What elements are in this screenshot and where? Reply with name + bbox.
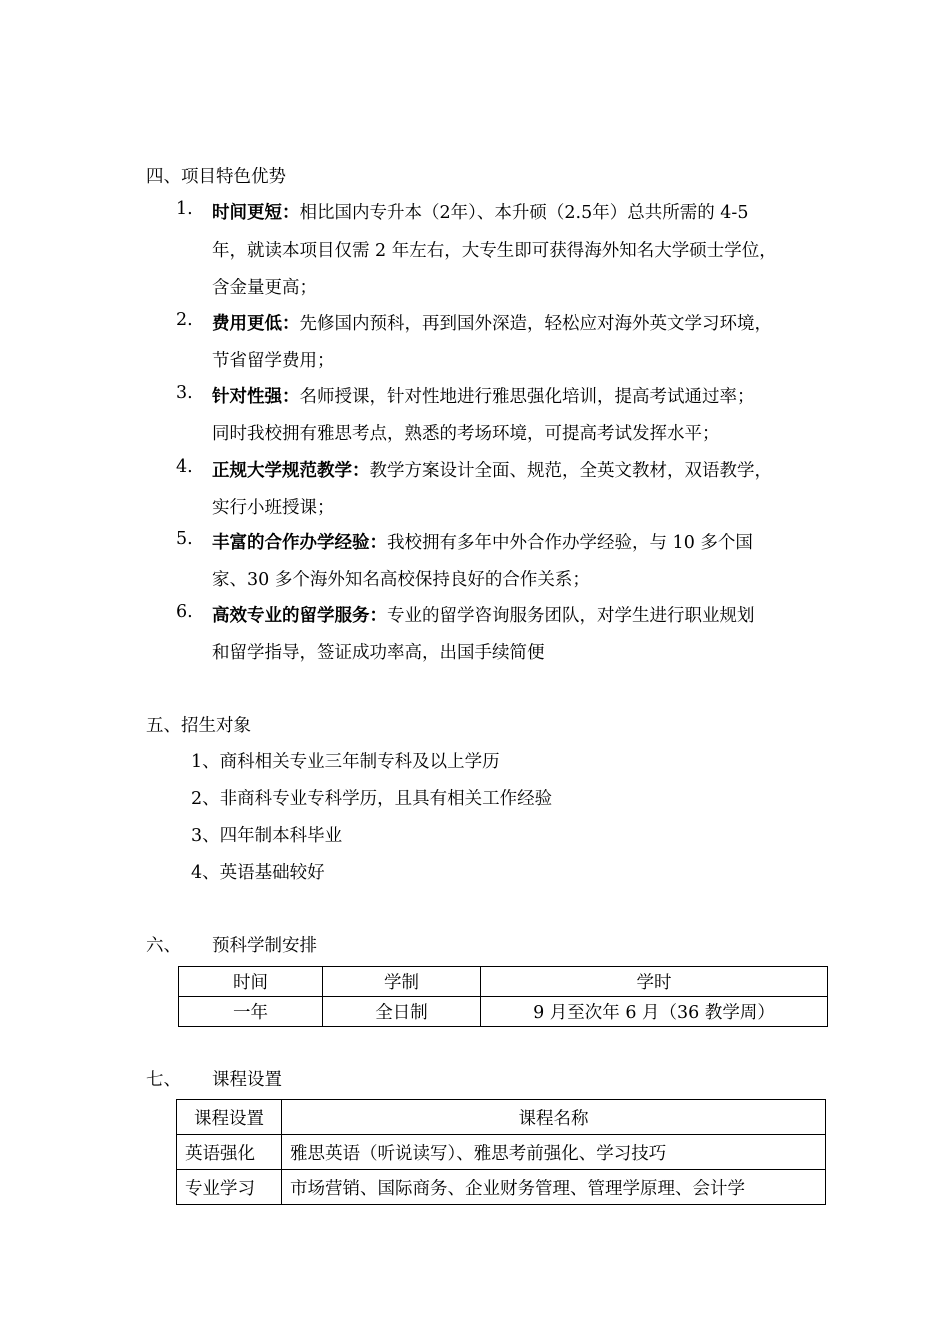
table-header-row bbox=[179, 967, 828, 997]
item-number: 3. bbox=[176, 383, 193, 403]
item-text: 和留学指导，签证成功率高，出国手续简便 bbox=[212, 643, 545, 663]
item-text: 专业的留学咨询服务团队，对学生进行职业规划 bbox=[387, 606, 755, 626]
table-header-cell: 时间 bbox=[179, 967, 323, 997]
list-item: 4、英语基础较好 bbox=[191, 863, 325, 883]
table-cell: 专业学习 bbox=[177, 1170, 282, 1205]
list-item bbox=[212, 310, 772, 335]
list-item bbox=[212, 602, 755, 627]
list-item bbox=[212, 199, 748, 224]
table-row bbox=[177, 1135, 826, 1170]
list-item: 3、四年制本科毕业 bbox=[191, 826, 343, 846]
list-item bbox=[212, 529, 753, 554]
item-number: 6. bbox=[176, 602, 193, 622]
list-item bbox=[212, 457, 772, 482]
table-cell: 英语强化 bbox=[177, 1135, 282, 1170]
section7-title: 课程设置 bbox=[212, 1070, 282, 1090]
item-number: 4. bbox=[176, 457, 193, 477]
table-cell: 市场营销、国际商务、企业财务管理、管理学原理、会计学 bbox=[282, 1170, 826, 1205]
table-header-row bbox=[177, 1100, 826, 1135]
item-bold-label: 高效专业的留学服务： bbox=[212, 606, 387, 626]
course-table bbox=[176, 1099, 826, 1205]
list-item: 1、商科相关专业三年制专科及以上学历 bbox=[191, 752, 500, 772]
item-text: 含金量更高； bbox=[212, 278, 317, 298]
item-text: 名师授课，针对性地进行雅思强化培训，提高考试通过率； bbox=[299, 387, 755, 407]
item-bold-label: 丰富的合作办学经验： bbox=[212, 533, 387, 553]
item-text: 实行小班授课； bbox=[212, 498, 335, 518]
list-item bbox=[212, 383, 755, 408]
item-number: 1. bbox=[176, 199, 193, 219]
list-item: 2、非商科专业专科学历，且具有相关工作经验 bbox=[191, 789, 553, 809]
item-text: 相比国内专升本（2年）、本升硕（2.5年）总共所需的 4-5 bbox=[299, 203, 749, 223]
table-row bbox=[179, 997, 828, 1027]
table-cell: 全日制 bbox=[323, 997, 481, 1027]
item-text: 先修国内预科，再到国外深造，轻松应对海外英文学习环境， bbox=[299, 314, 772, 334]
table-header-cell: 课程设置 bbox=[177, 1100, 282, 1135]
item-text: 教学方案设计全面、规范，全英文教材，双语教学， bbox=[369, 461, 772, 481]
item-bold-label: 费用更低： bbox=[212, 314, 300, 334]
item-text: 家、30 多个海外知名高校保持良好的合作关系； bbox=[212, 570, 590, 590]
table-header-cell: 课程名称 bbox=[282, 1100, 826, 1135]
table-cell: 一年 bbox=[179, 997, 323, 1027]
item-bold-label: 时间更短： bbox=[212, 203, 300, 223]
table-cell: 9 月至次年 6 月（36 教学周） bbox=[481, 997, 828, 1027]
item-number: 2. bbox=[176, 310, 193, 330]
table-row bbox=[177, 1170, 826, 1205]
section4-title: 四、项目特色优势 bbox=[146, 167, 286, 187]
item-text: 我校拥有多年中外合作办学经验，与 10 多个国 bbox=[387, 533, 753, 553]
item-text: 节省留学费用； bbox=[212, 351, 335, 371]
section5-title: 五、招生对象 bbox=[146, 716, 251, 736]
item-text: 同时我校拥有雅思考点，熟悉的考场环境，可提高考试发挥水平； bbox=[212, 424, 720, 444]
table-cell: 雅思英语（听说读写）、雅思考前强化、学习技巧 bbox=[282, 1135, 826, 1170]
schedule-table bbox=[178, 966, 828, 1027]
item-bold-label: 针对性强： bbox=[212, 387, 300, 407]
section6-title: 预科学制安排 bbox=[212, 936, 317, 956]
table-header-cell: 学时 bbox=[481, 967, 828, 997]
item-number: 5. bbox=[176, 529, 193, 549]
section7-number: 七、 bbox=[146, 1070, 181, 1090]
item-text: 年，就读本项目仅需 2 年左右，大专生即可获得海外知名大学硕士学位， bbox=[212, 241, 777, 261]
item-bold-label: 正规大学规范教学： bbox=[212, 461, 370, 481]
section6-number: 六、 bbox=[146, 936, 181, 956]
table-header-cell: 学制 bbox=[323, 967, 481, 997]
